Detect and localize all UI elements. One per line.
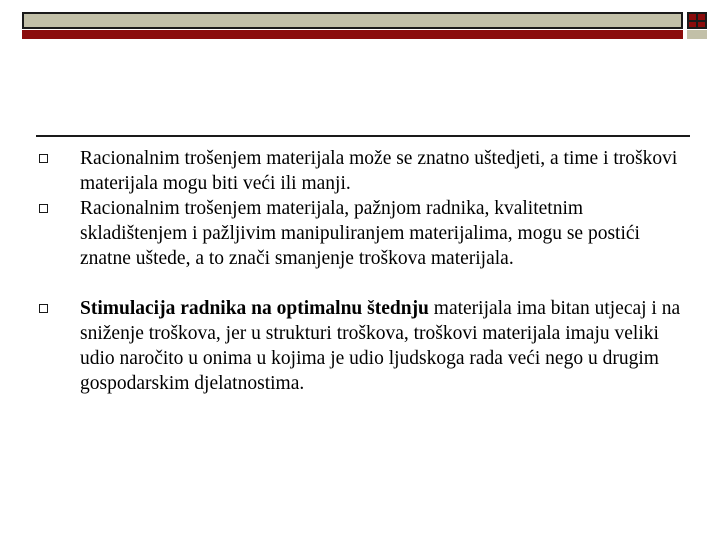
top-accent-bar bbox=[22, 30, 683, 39]
hollow-square-icon bbox=[39, 304, 48, 313]
hollow-square-icon bbox=[39, 204, 48, 213]
bullet-item-3 bbox=[36, 296, 686, 396]
bullet-list bbox=[36, 146, 686, 396]
bullet-bold-text: Stimulacija radnika na optimalnu štednju bbox=[80, 298, 429, 319]
corner-grid-bottom bbox=[687, 30, 707, 39]
bullet-text: materijala ima bitan utjecaj i na sniženje troškova, jer u strukturi troškova, troškovi materijala imaju veliki udio naročito u onima u kojima je udio ljudskoga rada veći nego u drugim gospodarskim djelatnostima. bbox=[80, 298, 681, 394]
title-divider bbox=[36, 135, 690, 137]
bullet-item-2 bbox=[36, 196, 686, 271]
hollow-square-icon bbox=[39, 154, 48, 163]
bullet-text: Racionalnim trošenjem materijala može se znatno uštedjeti, a time i troškovi materijala mogu biti veći ili manji. bbox=[80, 148, 678, 194]
top-decorative-band bbox=[22, 12, 683, 29]
bullet-item-1 bbox=[36, 146, 686, 196]
bullet-text: Racionalnim trošenjem materijala, pažnjom radnika, kvalitetnim skladištenjem i pažljivim manipuliranjem materijalima, mogu se postići znatne uštede, a to znači smanjenje troškova materijala. bbox=[80, 198, 640, 269]
corner-grid-ornament bbox=[687, 12, 707, 39]
corner-grid-top bbox=[687, 12, 707, 29]
